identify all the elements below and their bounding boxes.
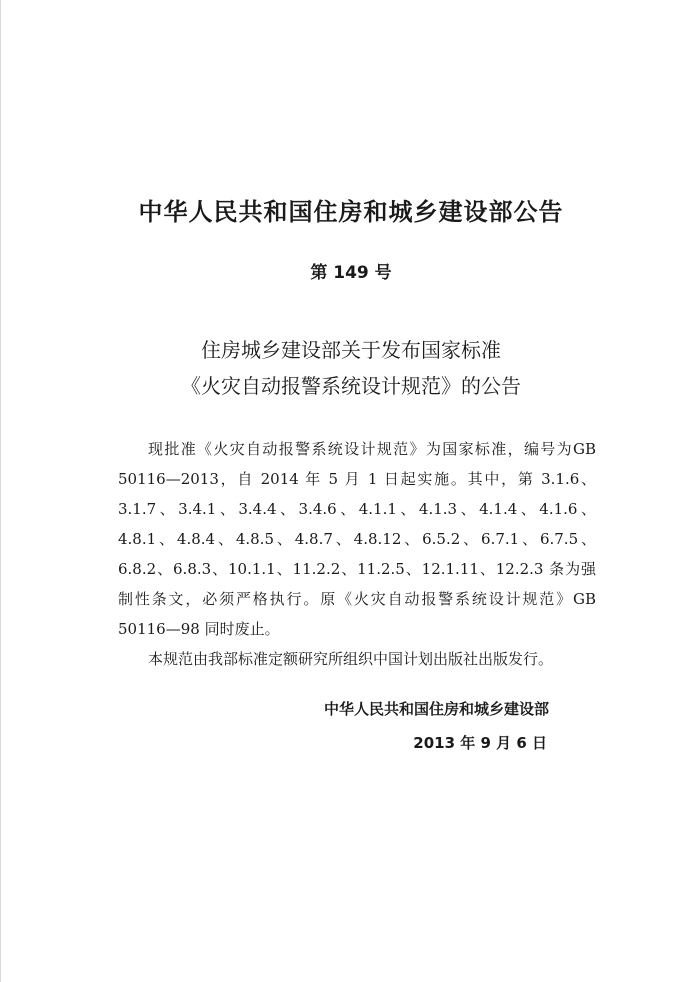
issue-date: 2013 年 9 月 6 日 bbox=[413, 734, 547, 752]
announcement-number: 第 149 号 bbox=[310, 263, 392, 283]
issuer-name: 中华人民共和国住房和城乡建设部 bbox=[323, 700, 549, 718]
announcement-subtitle bbox=[1, 332, 700, 404]
signature-block bbox=[324, 692, 549, 760]
subtitle-line-1: 住房城乡建设部关于发布国家标准 bbox=[201, 338, 501, 362]
body-paragraph-2: 本规范由我部标准定额研究所组织中国计划出版社出版发行。 bbox=[148, 650, 554, 668]
subtitle-line-2: 《火灾自动报警系统设计规范》的公告 bbox=[181, 374, 521, 398]
announcement-body bbox=[118, 434, 596, 674]
body-paragraph-1: 现批准《火灾自动报警系统设计规范》为国家标准，编号为GB 50116—2013，自 2014 年 5 月 1 日起实施。其中，第 3.1.6、3.1.7、3.4.1、3.4.4、3.4.6、4.1.1、4.1.3、4.1.4、4.1.6、4.8.1、4.8.4、4.8.5、4.8.7、4.8.12、6.5.2、6.7.1、6.7.5、6.8.2、6.8.3、10.1.1、11.2.2、11.2.5、12.1.11、12.2.3 条为强制性条文，必须严格执行。原《火灾自动报警系统设计规范》GB 50116—98 同时废止。 bbox=[118, 440, 596, 638]
announcement-title: 中华人民共和国住房和城乡建设部公告 bbox=[138, 198, 564, 226]
